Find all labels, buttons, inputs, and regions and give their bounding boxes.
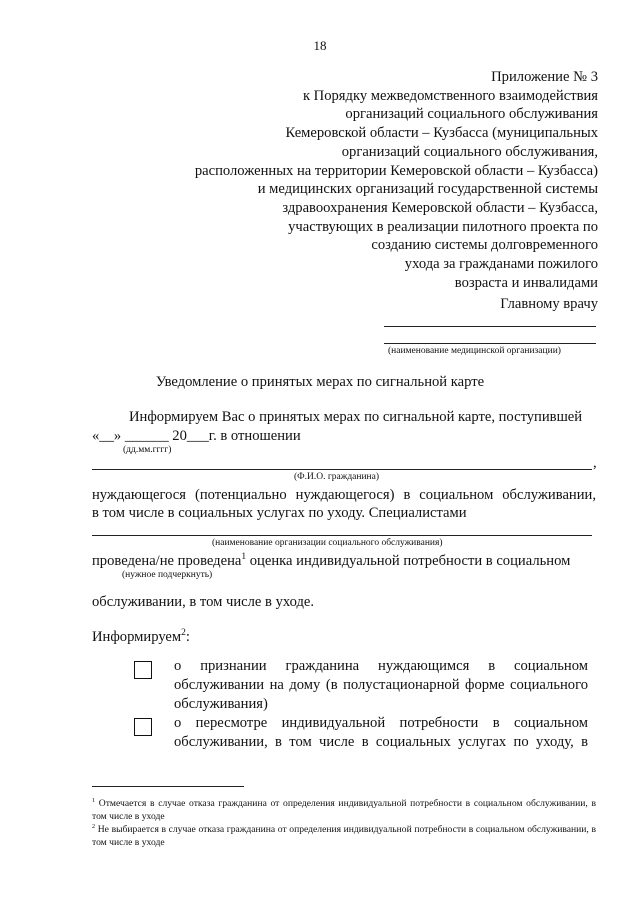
footnote-separator — [92, 786, 244, 787]
social-org-caption: (наименование организации социального обслуживания) — [212, 538, 443, 548]
trailing-comma: , — [593, 455, 597, 471]
social-org-line[interactable] — [92, 535, 592, 536]
document-title: Уведомление о принятых мерах по сигнальной карте — [155, 374, 485, 390]
annex-line: здравоохранения Кемеровской области – Кузбасса, — [282, 199, 598, 216]
footnote-2-mark: 2 — [92, 823, 96, 830]
needing-line-1: нуждающегося (потенциально нуждающегося) в социальном обслуживании, — [92, 487, 596, 503]
medorg-line-1[interactable] — [384, 326, 596, 327]
footnote-1 — [92, 795, 596, 823]
citizen-name-line[interactable] — [92, 469, 592, 470]
medorg-line-2[interactable] — [384, 343, 596, 344]
annex-line: расположенных на территории Кемеровской области – Кузбасса) — [194, 162, 598, 179]
annex-header — [138, 68, 598, 292]
intro-line-2: «__» ______ 20___г. в отношении — [92, 428, 301, 444]
annex-line: созданию системы долговременного — [371, 237, 598, 254]
addressee: Главному врачу — [500, 296, 598, 312]
footnote-1-text: Отмечается в случае отказа гражданина от определения индивидуальной потребности в социальном обслуживании, в том числе в уходе — [92, 798, 596, 822]
annex-line: возраста и инвалидами — [454, 274, 598, 291]
footnote-1-mark: 1 — [92, 797, 96, 804]
annex-line: к Порядку межведомственного взаимодействия — [302, 87, 598, 104]
footnote-ref-1: 1 — [241, 552, 247, 562]
option-2-line-1: о пересмотре индивидуальной потребности в социальном — [174, 715, 588, 731]
assessment-text: оценка индивидуальной потребности в социальном — [246, 552, 571, 569]
page-number: 18 — [313, 38, 327, 53]
annex-line: Кемеровской области – Кузбасса (муниципальных — [285, 125, 598, 142]
annex-line: ухода за гражданами пожилого — [404, 256, 598, 273]
option-1-line-1: о признании гражданина нуждающимся в социальном — [174, 658, 588, 674]
assessment-line-1 — [92, 552, 570, 570]
medorg-caption: (наименование медицинской организации) — [388, 346, 561, 356]
annex-line: организаций социального обслуживания — [345, 106, 598, 123]
footnote-ref-2: 2 — [181, 628, 186, 638]
inform-label — [92, 628, 190, 646]
inform-label-text: Информируем — [92, 628, 182, 645]
footnote-2-text: Не выбирается в случае отказа гражданина от определения индивидуальной потребности в социальном обслуживании, в том числе в уходе — [92, 824, 596, 848]
annex-line: и медицинских организаций государственной системы — [257, 181, 598, 198]
annex-line: Приложение № 3 — [491, 69, 598, 85]
option-2-line-2: обслуживании, в том числе в социальных услугах по уходу, в — [174, 734, 588, 750]
footnote-2 — [92, 821, 596, 849]
annex-line: организаций социального обслуживания, — [341, 143, 598, 160]
fio-caption: (Ф.И.О. гражданина) — [294, 472, 379, 482]
inform-colon: : — [185, 628, 190, 645]
option-2-checkbox[interactable] — [134, 718, 152, 736]
annex-line: участвующих в реализации пилотного проекта по — [288, 218, 598, 235]
date-caption: (дд.мм.гггг) — [123, 445, 172, 455]
option-1-checkbox[interactable] — [134, 661, 152, 679]
needing-line-2: в том числе в социальных услугах по уходу. Специалистами — [92, 505, 467, 521]
assessment-choice[interactable]: проведена/не проведена — [92, 552, 242, 569]
option-1-line-2: обслуживании на дому (в полустационарной форме социального — [174, 677, 588, 693]
option-1-line-3: обслуживания) — [174, 696, 268, 712]
assessment-line-2: обслуживании, в том числе в уходе. — [92, 594, 315, 610]
intro-line-1: Информируем Вас о принятых мерах по сигнальной карте, поступившей — [129, 409, 583, 425]
underline-caption: (нужное подчеркнуть) — [122, 570, 213, 580]
